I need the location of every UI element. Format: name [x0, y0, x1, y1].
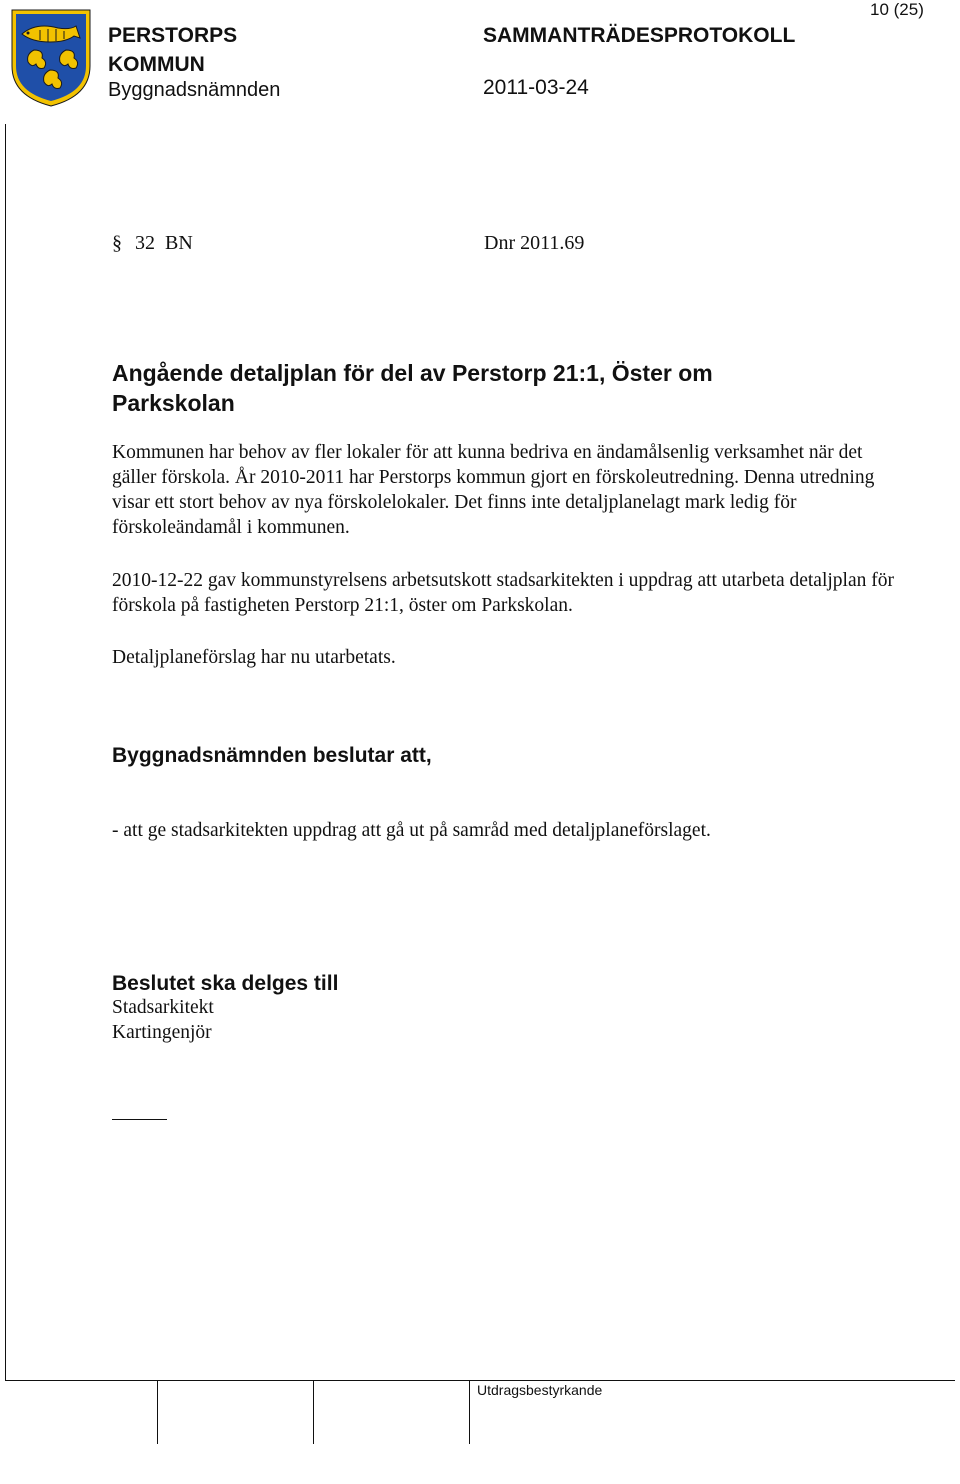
signature-box-divider [469, 1380, 470, 1444]
body-paragraph-2: 2010-12-22 gav kommunstyrelsens arbetsutskott stadsarkitekten i uppdrag att utarbeta detaljplan för förskola på fastigheten Perstorp 21:1, öster om Parkskolan. [112, 570, 894, 616]
coat-of-arms-icon [10, 8, 92, 108]
document-date: 2011-03-24 [483, 76, 589, 99]
separator-line [112, 1119, 167, 1120]
diary-number: Dnr 2011.69 [484, 232, 585, 254]
distribution-heading: Beslutet ska delges till [112, 972, 339, 995]
footer-rule [5, 1380, 955, 1381]
organization-name: PERSTORPS [108, 24, 238, 47]
department-name: Byggnadsnämnden [108, 79, 281, 101]
decision-heading: Byggnadsnämnden beslutar att, [112, 744, 432, 767]
decision-item: - att ge stadsarkitekten uppdrag att gå ut på samråd med detaljplaneförslaget. [112, 820, 711, 841]
body-paragraph-3: Detaljplaneförslag har nu utarbetats. [112, 647, 396, 668]
paragraph-number: 32 BN [135, 232, 193, 254]
distribution-recipient: Kartingenjör [112, 1022, 212, 1043]
certification-label: Utdragsbestyrkande [477, 1382, 603, 1398]
signature-box-divider [313, 1380, 314, 1444]
distribution-recipient: Stadsarkitekt [112, 997, 214, 1018]
signature-box-divider [157, 1380, 158, 1444]
left-margin-rule [5, 124, 6, 1380]
page-title: Angående detaljplan för del av Perstorp 21:1, Öster om Parkskolan [112, 360, 713, 416]
body-paragraph-1: Kommunen har behov av fler lokaler för att kunna bedriva en ändamålsenlig verksamhet när det gäller förskola. År 2010-2011 har Perstorps kommun gjort en förskoleutredning. Denna utredning visar ett stort behov av nya förskolelokaler. Det finns inte detaljplanelagt mark ledig för förskoleändamål i kommunen. [112, 442, 875, 538]
paragraph-sign: § [112, 232, 122, 254]
page-number: 10 (25) [870, 0, 924, 19]
document-type: SAMMANTRÄDESPROTOKOLL [483, 24, 796, 47]
organization-name-line2: KOMMUN [108, 53, 205, 76]
